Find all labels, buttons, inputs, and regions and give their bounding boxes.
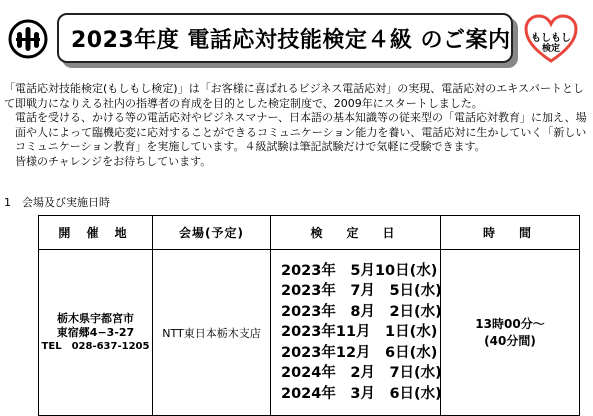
table-row (39, 250, 580, 416)
venue-city: 栃木県宇都宮市 (57, 311, 134, 325)
exam-date: 2023年11月 1日(水) (281, 324, 438, 341)
start-time: 13時00分～ (475, 316, 545, 331)
venue-cell (39, 250, 153, 416)
exam-date: 2023年 8月 2日(水) (281, 303, 442, 320)
venue-phone: TEL 028-637-1205 (41, 340, 150, 352)
intro-paragraph-3: 皆様のチャレンジをお待ちしています。 (15, 154, 212, 168)
badge-text-top: もしもし (531, 33, 571, 44)
duration: (40分間) (484, 333, 536, 348)
brand-logo-icon (8, 19, 48, 59)
schedule-table (38, 215, 580, 416)
intro-paragraph-2: 電話を受ける、かける等の電話応対やビジネスマナー、日本語の基本知識等の従来型の「電話応対教育」に加え、場面や人によって臨機応変に応対することができるコミュニケーション能力を養い、電話応対に生かしていく「新しいコミュニケーション教育」を実施しています。４級試験は筆記試験だけで気軽に受験できます。 (15, 111, 587, 153)
dates-cell (271, 250, 441, 416)
page-title: 2023年度 電話応対技能検定４級 のご案内 (71, 27, 511, 53)
intro-text (4, 82, 589, 169)
intro-paragraph-1: 「電話応対技能検定(もしもし検定)」は「お客様に喜ばれるビジネス電話応対」の実現、電話応対のエキスパートとして即戦力になりえる社内の指導者の育成を目的とした検定制度で、2009年にスタートしました。 (4, 82, 585, 110)
time-cell (441, 250, 580, 416)
section-heading: 1 会場及び実施日時 (4, 196, 110, 209)
venue-address: 東宿郷4−3-27 (56, 325, 135, 339)
place-cell: NTT東日本栃木支店 (153, 250, 271, 416)
exam-date: 2023年12月 6日(水) (281, 344, 438, 361)
header-time: 時 間 (441, 216, 580, 250)
title-banner (57, 13, 513, 63)
exam-date: 2023年 7月 5日(水) (281, 283, 442, 300)
badge-text-bottom: 検定 (541, 44, 560, 54)
exam-date: 2024年 3月 6日(水) (281, 385, 442, 402)
exam-date: 2023年 5月10日(水) (281, 262, 438, 279)
table-header-row (39, 216, 580, 250)
header-place: 会場(予定) (153, 216, 271, 250)
header-date: 検 定 日 (271, 216, 441, 250)
header-venue: 開 催 地 (39, 216, 153, 250)
moshimoshi-badge (523, 13, 579, 65)
exam-date: 2024年 2月 7日(水) (281, 365, 442, 382)
